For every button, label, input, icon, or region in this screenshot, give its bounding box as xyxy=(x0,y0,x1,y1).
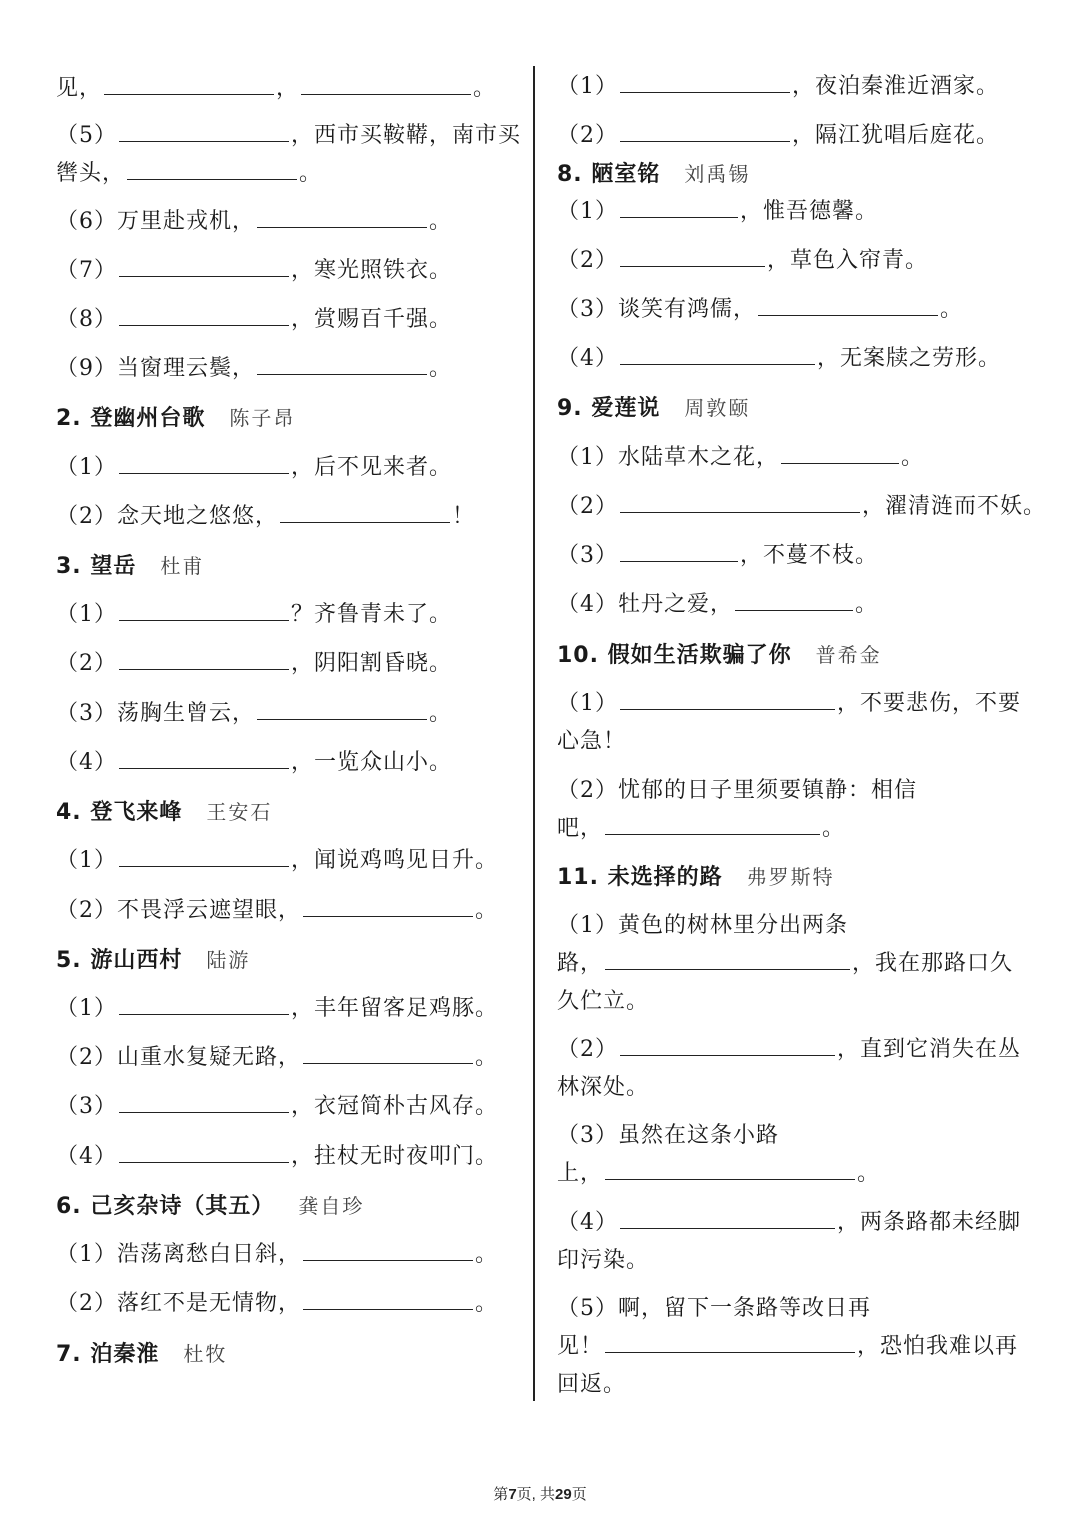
question-text: （1） xyxy=(56,455,117,480)
question-text: 。 xyxy=(429,356,453,381)
question-text: （2）念天地之悠悠， xyxy=(56,504,278,529)
footer-suffix: 页 xyxy=(571,1486,587,1503)
question-line xyxy=(56,75,496,103)
question-text: 。 xyxy=(901,445,925,470)
question-text: 。 xyxy=(473,76,497,101)
question-text: 印污染。 xyxy=(557,1248,650,1273)
question-text: （1）水陆草木之花， xyxy=(557,445,779,470)
answer-blank[interactable] xyxy=(758,297,938,316)
answer-blank[interactable] xyxy=(303,1291,473,1310)
answer-blank[interactable] xyxy=(257,209,427,228)
question-line xyxy=(557,690,1021,718)
poem-title: 10. 假如生活欺骗了你 xyxy=(557,643,792,668)
question-line xyxy=(557,728,626,756)
question-line xyxy=(56,257,452,285)
answer-blank[interactable] xyxy=(620,123,790,142)
question-line xyxy=(557,296,963,324)
poem-author: 普希金 xyxy=(815,643,882,667)
question-text: ，一览众山小。 xyxy=(291,750,453,775)
question-text: 心急！ xyxy=(557,729,627,754)
question-text: ，不要悲伤，不要 xyxy=(837,691,1022,716)
question-text: （5） xyxy=(56,123,117,148)
question-line xyxy=(56,122,521,150)
poem-title: 11. 未选择的路 xyxy=(557,865,723,890)
question-text: （3） xyxy=(56,1094,117,1119)
answer-blank[interactable] xyxy=(303,1045,473,1064)
question-text: （5）啊，留下一条路等改日再 xyxy=(557,1296,871,1321)
question-line xyxy=(557,988,649,1016)
question-text: （1） xyxy=(56,602,117,627)
answer-blank[interactable] xyxy=(257,701,427,720)
question-text: 上， xyxy=(557,1161,604,1186)
question-text: 久伫立。 xyxy=(557,989,650,1014)
question-line xyxy=(557,912,848,940)
answer-blank[interactable] xyxy=(303,1242,473,1261)
poem-author: 杜甫 xyxy=(160,554,205,578)
poem-heading xyxy=(56,404,295,433)
poem-heading xyxy=(56,552,204,581)
question-line xyxy=(557,1160,880,1188)
question-text: （4）牡丹之爱， xyxy=(557,592,733,617)
question-text: ，我在那路口久 xyxy=(852,951,1014,976)
question-text: 。 xyxy=(822,816,846,841)
question-text: 吧， xyxy=(557,816,604,841)
answer-blank[interactable] xyxy=(620,543,738,562)
question-text: （1） xyxy=(557,691,618,716)
question-text: ，西市买鞍鞯，南市买 xyxy=(291,123,522,148)
answer-blank[interactable] xyxy=(735,592,853,611)
question-text: ，后不见来者。 xyxy=(291,455,453,480)
question-text: （2） xyxy=(557,494,618,519)
question-text: 。 xyxy=(475,1045,499,1070)
answer-blank[interactable] xyxy=(620,74,790,93)
question-text: ，隔江犹唱后庭花。 xyxy=(792,123,1000,148)
poem-heading xyxy=(56,1340,227,1369)
total-page-count: 29 xyxy=(555,1486,572,1503)
poem-title: 5. 游山西村 xyxy=(56,948,183,973)
question-text: 。 xyxy=(475,1291,499,1316)
poem-title: 7. 泊秦淮 xyxy=(56,1342,160,1367)
answer-blank[interactable] xyxy=(119,258,289,277)
question-text: ，闻说鸡鸣见日升。 xyxy=(291,848,499,873)
question-text: （2） xyxy=(56,651,117,676)
question-line xyxy=(557,1036,1021,1064)
question-text: （2）山重水复疑无路， xyxy=(56,1045,301,1070)
question-text: （4） xyxy=(557,1210,618,1235)
poem-author: 杜牧 xyxy=(183,1342,228,1366)
question-text: （3）虽然在这条小路 xyxy=(557,1123,779,1148)
question-text: ，恐怕我难以再 xyxy=(857,1334,1019,1359)
question-text: （2） xyxy=(557,123,618,148)
question-text: 。 xyxy=(857,1161,881,1186)
answer-blank[interactable] xyxy=(781,445,899,464)
question-text: 。 xyxy=(429,209,453,234)
question-line xyxy=(557,591,878,619)
poem-title: 9. 爱莲说 xyxy=(557,396,661,421)
question-text: 回返。 xyxy=(557,1372,627,1397)
question-text: （7） xyxy=(56,258,117,283)
question-text: （9）当窗理云鬓， xyxy=(56,356,255,381)
question-text: ，阴阳割昏晓。 xyxy=(291,651,453,676)
question-line xyxy=(557,950,1013,978)
question-line xyxy=(56,700,452,728)
answer-blank[interactable] xyxy=(605,951,850,970)
answer-blank[interactable] xyxy=(127,161,297,180)
question-text: 见！ xyxy=(557,1334,604,1359)
poem-heading xyxy=(56,946,250,975)
question-text: （2） xyxy=(557,1037,618,1062)
footer-prefix: 第 xyxy=(493,1486,509,1503)
poem-author: 弗罗斯特 xyxy=(746,865,835,889)
question-text: ，惟吾德馨。 xyxy=(740,199,879,224)
question-text: ，夜泊秦淮近酒家。 xyxy=(792,74,1000,99)
question-line xyxy=(56,1241,498,1269)
question-line xyxy=(557,1209,1021,1237)
question-text: ，无案牍之劳形。 xyxy=(817,346,1002,371)
question-text: 。 xyxy=(475,898,499,923)
answer-blank[interactable] xyxy=(605,1161,855,1180)
answer-blank[interactable] xyxy=(620,494,860,513)
question-line xyxy=(56,847,498,875)
question-line xyxy=(557,198,878,226)
question-line xyxy=(557,493,1046,521)
poem-author: 陆游 xyxy=(206,948,251,972)
current-page-number: 7 xyxy=(508,1486,517,1503)
answer-blank[interactable] xyxy=(119,651,289,670)
answer-blank[interactable] xyxy=(119,996,289,1015)
question-text: 。 xyxy=(429,701,453,726)
question-line xyxy=(56,1044,498,1072)
question-text: 林深处。 xyxy=(557,1075,650,1100)
question-text: （1） xyxy=(557,199,618,224)
question-line xyxy=(557,1247,649,1275)
question-text: 。 xyxy=(299,161,323,186)
question-line xyxy=(56,208,452,236)
question-text: 。 xyxy=(475,1242,499,1267)
answer-blank[interactable] xyxy=(119,1144,289,1163)
answer-blank[interactable] xyxy=(620,346,815,365)
answer-blank[interactable] xyxy=(104,76,274,95)
question-text: 。 xyxy=(855,592,879,617)
question-text: ？齐鲁青未了。 xyxy=(291,602,453,627)
question-text: ，丰年留客足鸡豚。 xyxy=(291,996,499,1021)
question-text: （4） xyxy=(56,1144,117,1169)
question-text: ，衣冠简朴古风存。 xyxy=(291,1094,499,1119)
question-line xyxy=(56,306,452,334)
answer-blank[interactable] xyxy=(605,1334,855,1353)
question-line xyxy=(557,1122,779,1150)
question-text: （2） xyxy=(557,248,618,273)
poem-title: 2. 登幽州台歌 xyxy=(56,406,206,431)
answer-blank[interactable] xyxy=(119,455,289,474)
question-text: （3） xyxy=(557,543,618,568)
poem-author: 周敦颐 xyxy=(684,396,751,420)
question-line xyxy=(557,1074,649,1102)
poem-author: 龚自珍 xyxy=(298,1194,365,1218)
question-text: （1）黄色的树林里分出两条 xyxy=(557,913,848,938)
answer-blank[interactable] xyxy=(119,123,289,142)
poem-heading xyxy=(557,394,750,423)
answer-blank[interactable] xyxy=(119,848,289,867)
answer-blank[interactable] xyxy=(303,898,473,917)
question-text: （1） xyxy=(56,996,117,1021)
question-line xyxy=(557,1371,626,1399)
poem-title: 8. 陋室铭 xyxy=(557,162,661,187)
poem-title: 6. 己亥杂诗（其五） xyxy=(56,1194,275,1219)
answer-blank[interactable] xyxy=(257,356,427,375)
answer-blank[interactable] xyxy=(620,1037,835,1056)
question-text: 辔头， xyxy=(56,161,126,186)
question-line xyxy=(557,444,924,472)
question-line xyxy=(56,749,452,777)
question-line xyxy=(56,601,452,629)
question-line xyxy=(557,247,928,275)
question-text: （3）荡胸生曾云， xyxy=(56,701,255,726)
poem-author: 陈子昂 xyxy=(229,406,296,430)
question-line xyxy=(56,454,452,482)
poem-heading xyxy=(56,1192,364,1221)
answer-blank[interactable] xyxy=(301,76,471,95)
question-text: ，两条路都未经脚 xyxy=(837,1210,1022,1235)
question-text: ！ xyxy=(452,504,476,529)
question-line xyxy=(56,995,498,1023)
question-line xyxy=(557,345,1001,373)
question-text: ，寒光照铁衣。 xyxy=(291,258,453,283)
poem-heading xyxy=(557,863,835,892)
answer-blank[interactable] xyxy=(620,1210,835,1229)
question-text: （4） xyxy=(557,346,618,371)
poem-author: 刘禹锡 xyxy=(684,162,751,186)
question-text: （8） xyxy=(56,307,117,332)
question-line xyxy=(56,650,452,678)
question-text: ，赏赐百千强。 xyxy=(291,307,453,332)
question-line xyxy=(56,897,498,925)
answer-blank[interactable] xyxy=(620,691,835,710)
question-line xyxy=(56,1290,498,1318)
poem-heading xyxy=(557,160,750,189)
question-text: （2）不畏浮云遮望眼， xyxy=(56,898,301,923)
answer-blank[interactable] xyxy=(119,307,289,326)
poem-heading xyxy=(56,798,272,827)
poem-author: 王安石 xyxy=(206,800,273,824)
answer-blank[interactable] xyxy=(620,248,765,267)
question-text: （3）谈笑有鸿儒， xyxy=(557,297,756,322)
question-line xyxy=(557,1333,1018,1361)
question-line xyxy=(56,1093,498,1121)
question-line xyxy=(557,1295,871,1323)
question-text: ，不蔓不枝。 xyxy=(740,543,879,568)
question-text: （1） xyxy=(557,74,618,99)
question-text: ， xyxy=(276,76,300,101)
question-line xyxy=(56,503,475,531)
question-text: ，濯清涟而不妖。 xyxy=(862,494,1047,519)
question-text: ，直到它消失在丛 xyxy=(837,1037,1022,1062)
answer-blank[interactable] xyxy=(280,504,450,523)
question-text: （4） xyxy=(56,750,117,775)
question-text: 路， xyxy=(557,951,604,976)
question-line xyxy=(557,122,999,150)
question-text: ，草色入帘青。 xyxy=(767,248,929,273)
page-footer xyxy=(0,1483,1080,1504)
question-text: （6）万里赴戎机， xyxy=(56,209,255,234)
question-text: ，拄杖无时夜叩门。 xyxy=(291,1144,499,1169)
question-line xyxy=(557,815,845,843)
question-text: （1） xyxy=(56,848,117,873)
question-line xyxy=(557,73,999,101)
answer-blank[interactable] xyxy=(119,750,289,769)
poem-title: 3. 望岳 xyxy=(56,554,137,579)
question-text: 。 xyxy=(940,297,964,322)
answer-blank[interactable] xyxy=(119,1094,289,1113)
footer-middle: 页, 共 xyxy=(516,1486,555,1503)
question-text: （1）浩荡离愁白日斜， xyxy=(56,1242,301,1267)
answer-blank[interactable] xyxy=(605,816,820,835)
question-text: （2）落红不是无情物， xyxy=(56,1291,301,1316)
answer-blank[interactable] xyxy=(119,602,289,621)
question-line xyxy=(56,1143,498,1171)
question-line xyxy=(557,777,917,805)
question-line xyxy=(56,355,452,383)
question-text: 见， xyxy=(56,76,103,101)
question-text: （2）忧郁的日子里须要镇静：相信 xyxy=(557,778,917,803)
question-line xyxy=(557,542,878,570)
answer-blank[interactable] xyxy=(620,199,738,218)
poem-title: 4. 登飞来峰 xyxy=(56,800,183,825)
question-line xyxy=(56,160,322,188)
column-divider xyxy=(533,66,535,1401)
poem-heading xyxy=(557,641,882,670)
